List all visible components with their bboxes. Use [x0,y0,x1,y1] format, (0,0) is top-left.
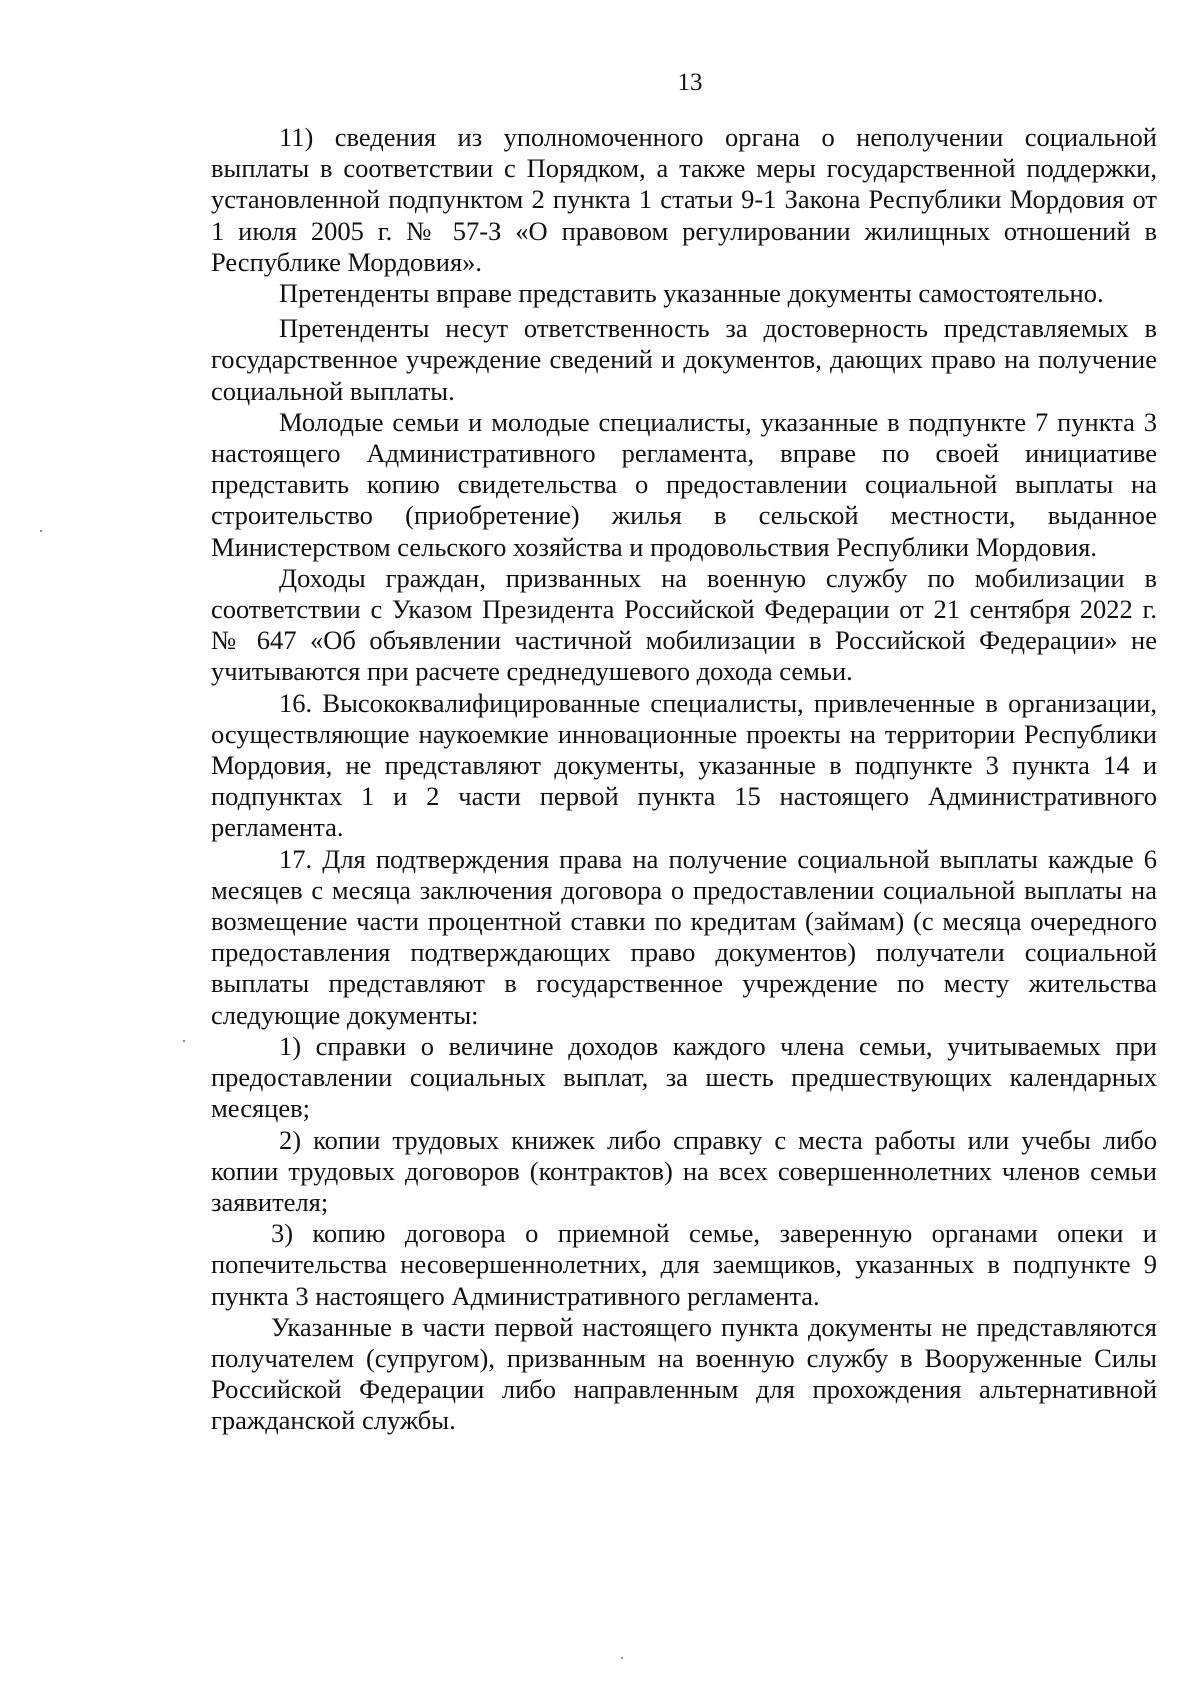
paragraph-clause-17: 17. Для подтверждения права на получение социальной выплаты каждые 6 месяцев с месяца заключения договора о предоставлении социальной выплаты на возмещение части процентной ставки по кредитам (займам) (с месяца очередного предоставления подтверждающих право документов) получатели социальной выплаты представляют в государственное учреждение по месту жительства следующие документы: [211,843,1157,1030]
paragraph-exemption: Указанные в части первой настоящего пункта документы не представляются получателем (супругом), призванным на военную службу в Вооруженные Силы Российской Федерации либо направленным для прохождения альтернативной гражданской службы. [211,1311,1157,1436]
document-body [211,122,1157,1437]
page-number: 13 [677,69,703,96]
paragraph-clause-16: 16. Высококвалифицированные специалисты, привлеченные в организации, осуществляющие наукоемкие инновационные проекты на территории Республики Мордовия, не представляют документы, указанные в подпункте 3 пункта 14 и подпунктах 1 и 2 части первой пункта 15 настоящего Административного регламента. [211,687,1157,843]
scan-speck [621,1657,623,1659]
scan-speck [40,530,42,532]
paragraph-responsibility: Претенденты несут ответственность за достоверность представляемых в государственное учреждение сведений и документов, дающих право на получение социальной выплаты. [211,313,1157,406]
paragraph-clause-17-item-2: 2) копии трудовых книжек либо справку с места работы или учебы либо копии трудовых договоров (контрактов) на всех совершеннолетних членов семьи заявителя; [211,1124,1157,1217]
scan-speck [183,1040,185,1042]
paragraph-young-families: Молодые семьи и молодые специалисты, указанные в подпункте 7 пункта 3 настоящего Административного регламента, вправе по своей инициативе представить копию свидетельства о предоставлении социальной выплаты на строительство (приобретение) жилья в сельской местности, выданное Министерством сельского хозяйства и продовольствия Республики Мордовия. [211,406,1157,562]
paragraph-clause-17-item-1: 1) справки о величине доходов каждого члена семьи, учитываемых при предоставлении социальных выплат, за шесть предшествующих календарных месяцев; [211,1030,1157,1124]
paragraph-clause-17-item-3: 3) копию договора о приемной семье, заверенную органами опеки и попечительства несовершеннолетних, для заемщиков, указанных в подпункте 9 пункта 3 настоящего Административного регламента. [211,1218,1157,1311]
paragraph-mobilization-income: Доходы граждан, призванных на военную службу по мобилизации в соответствии с Указом Президента Российской Федерации от 21 сентября 2022 г. № 647 «Об объявлении частичной мобилизации в Российской Федерации» не учитываются при расчете среднедушевого дохода семьи. [211,562,1157,687]
paragraph-item-11: 11) сведения из уполномоченного органа о неполучении социальной выплаты в соответствии с Порядком, а также меры государственной поддержки, установленной подпунктом 2 пункта 1 статьи 9-1 Закона Республики Мордовия от 1 июля 2005 г. № 57-З «О правовом регулировании жилищных отношений в Республике Мордовия». [211,122,1157,277]
paragraph-self-submission: Претенденты вправе представить указанные документы самостоятельно. [279,278,1104,309]
